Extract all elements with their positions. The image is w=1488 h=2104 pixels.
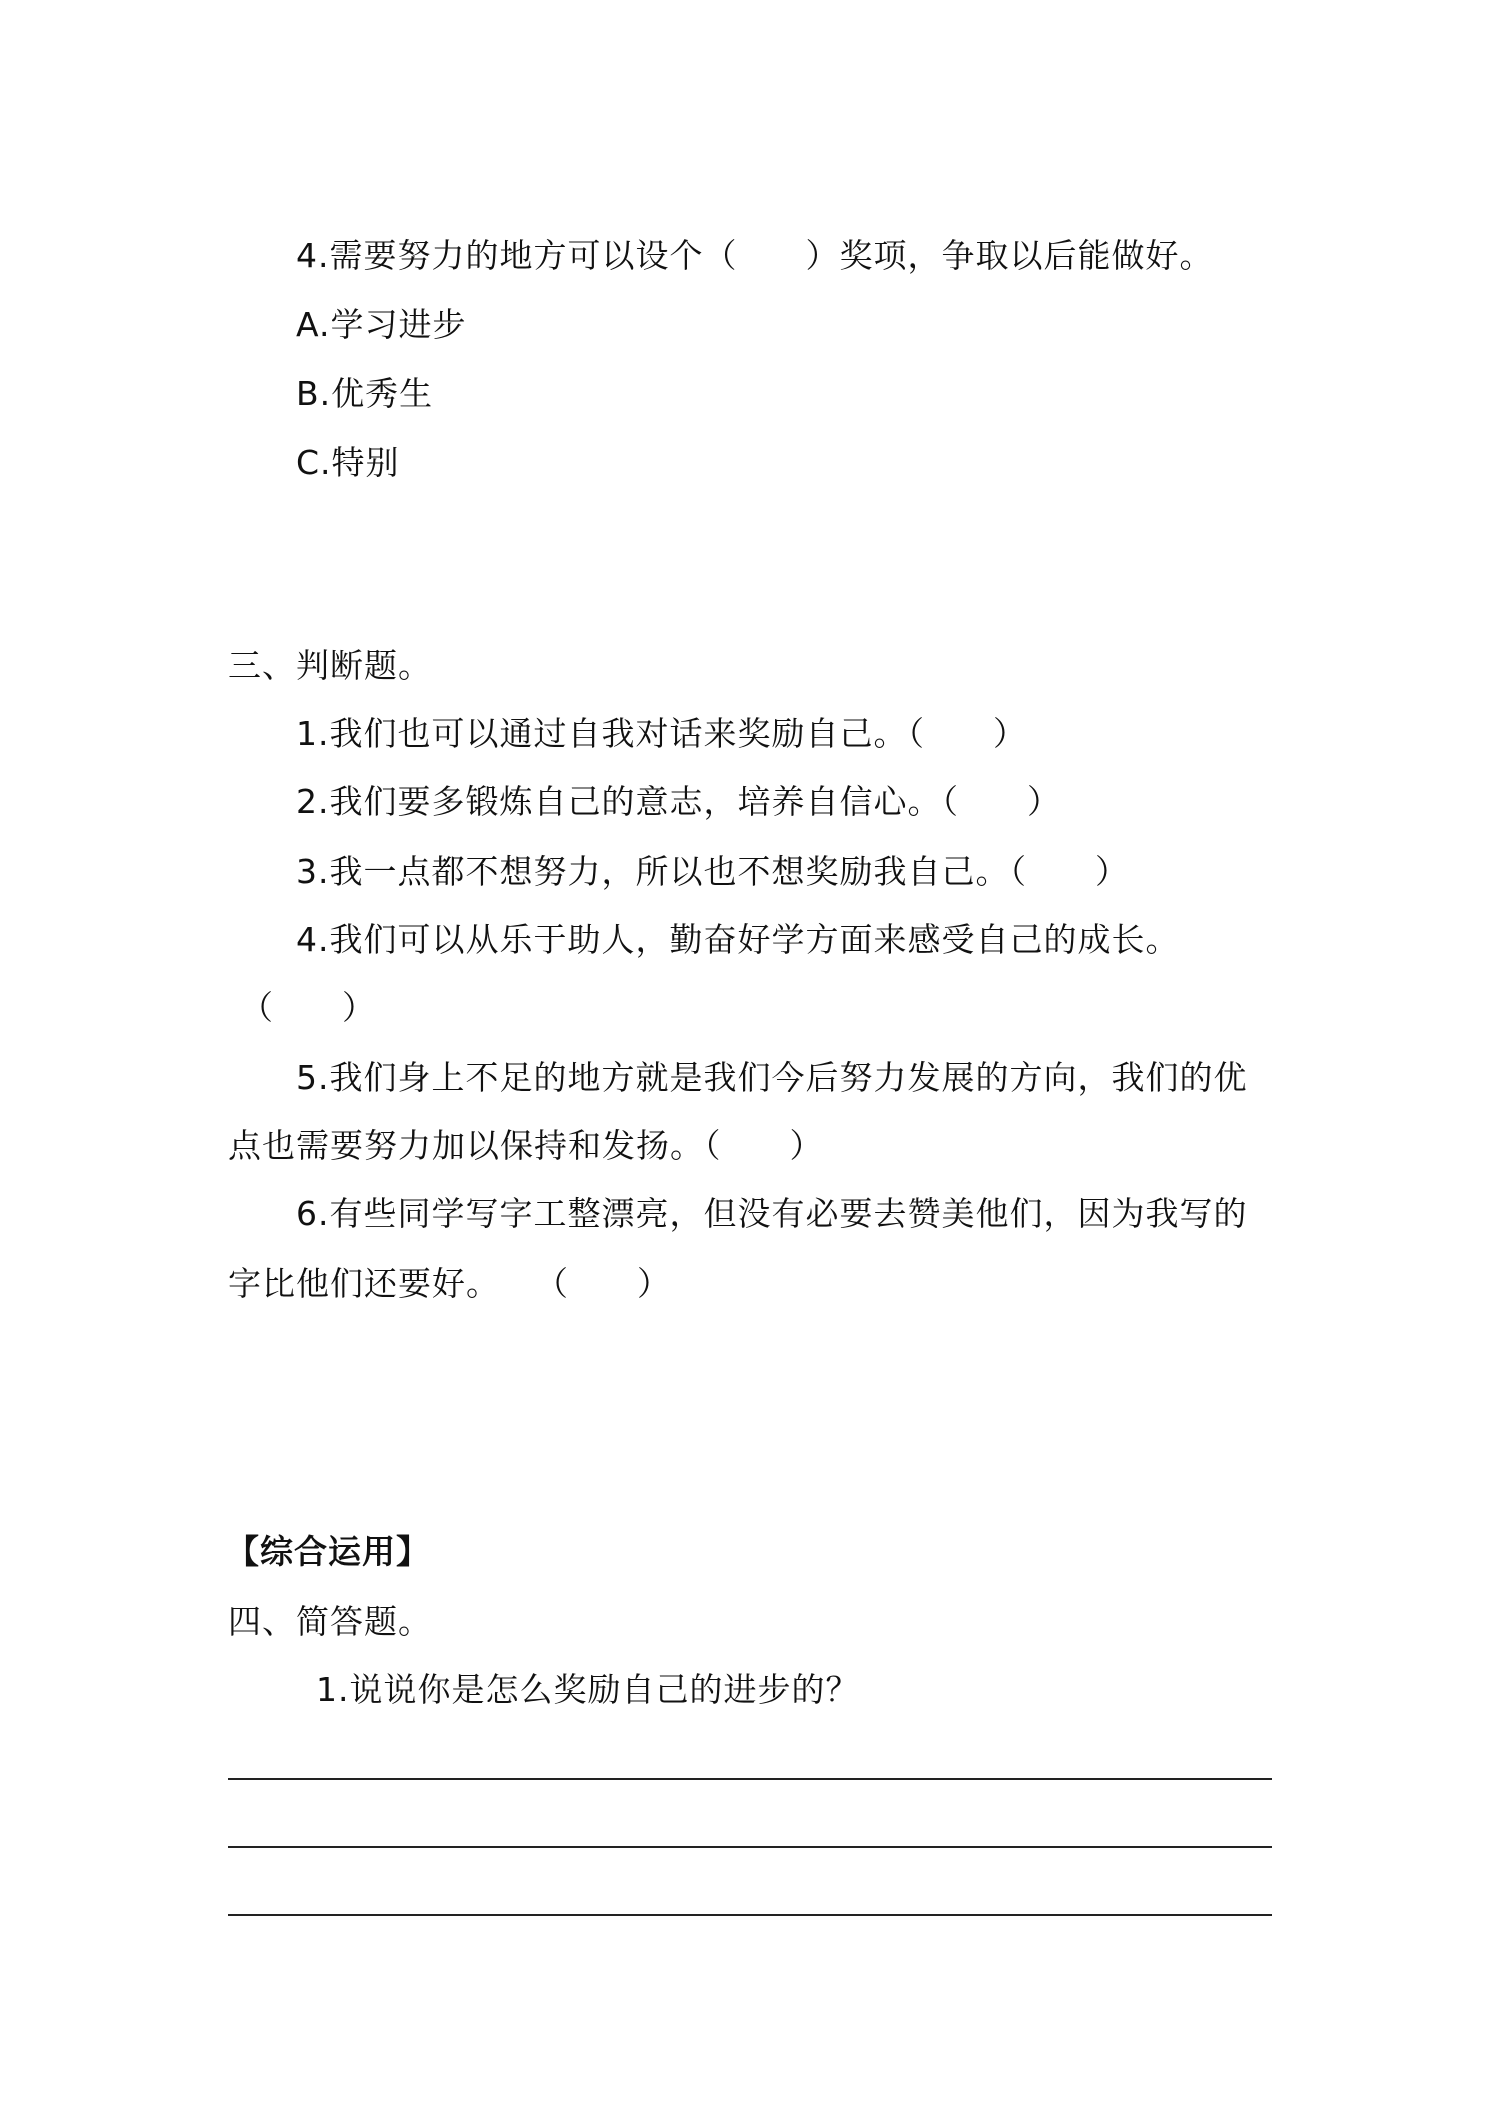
answer-line-3[interactable] [228,1914,1272,1916]
choice-option-b: B.优秀生 [296,374,434,413]
judge-section-heading: 三、判断题。 [228,646,432,685]
answer-line-2[interactable] [228,1846,1272,1848]
judge-item-3: 3.我一点都不想努力，所以也不想奖励我自己。（ ） [296,852,1129,891]
choice-option-a: A.学习进步 [296,305,467,344]
short-answer-question-1: 1.说说你是怎么奖励自己的进步的？ [316,1670,860,1709]
judge-item-4-line-2: （ ） [240,988,376,1027]
judge-item-5-line-1: 5.我们身上不足的地方就是我们今后努力发展的方向，我们的优 [296,1058,1248,1097]
judge-item-1: 1.我们也可以通过自我对话来奖励自己。（ ） [296,714,1027,753]
judge-item-5-line-2: 点也需要努力加以保持和发扬。（ ） [228,1126,824,1165]
judge-item-2: 2.我们要多锻炼自己的意志，培养自信心。（ ） [296,782,1061,821]
short-answer-heading: 四、简答题。 [228,1602,432,1641]
answer-line-1[interactable] [228,1778,1272,1780]
choice-option-c: C.特别 [296,443,400,482]
section-title: 【综合运用】 [226,1532,430,1571]
judge-item-6-line-1: 6.有些同学写字工整漂亮，但没有必要去赞美他们，因为我写的 [296,1194,1248,1233]
judge-item-6-line-2: 字比他们还要好。 （ ） [228,1264,671,1303]
judge-item-4-line-1: 4.我们可以从乐于助人，勤奋好学方面来感受自己的成长。 [296,920,1180,959]
choice-question-4-stem: 4.需要努力的地方可以设个（ ）奖项，争取以后能做好。 [296,236,1214,275]
